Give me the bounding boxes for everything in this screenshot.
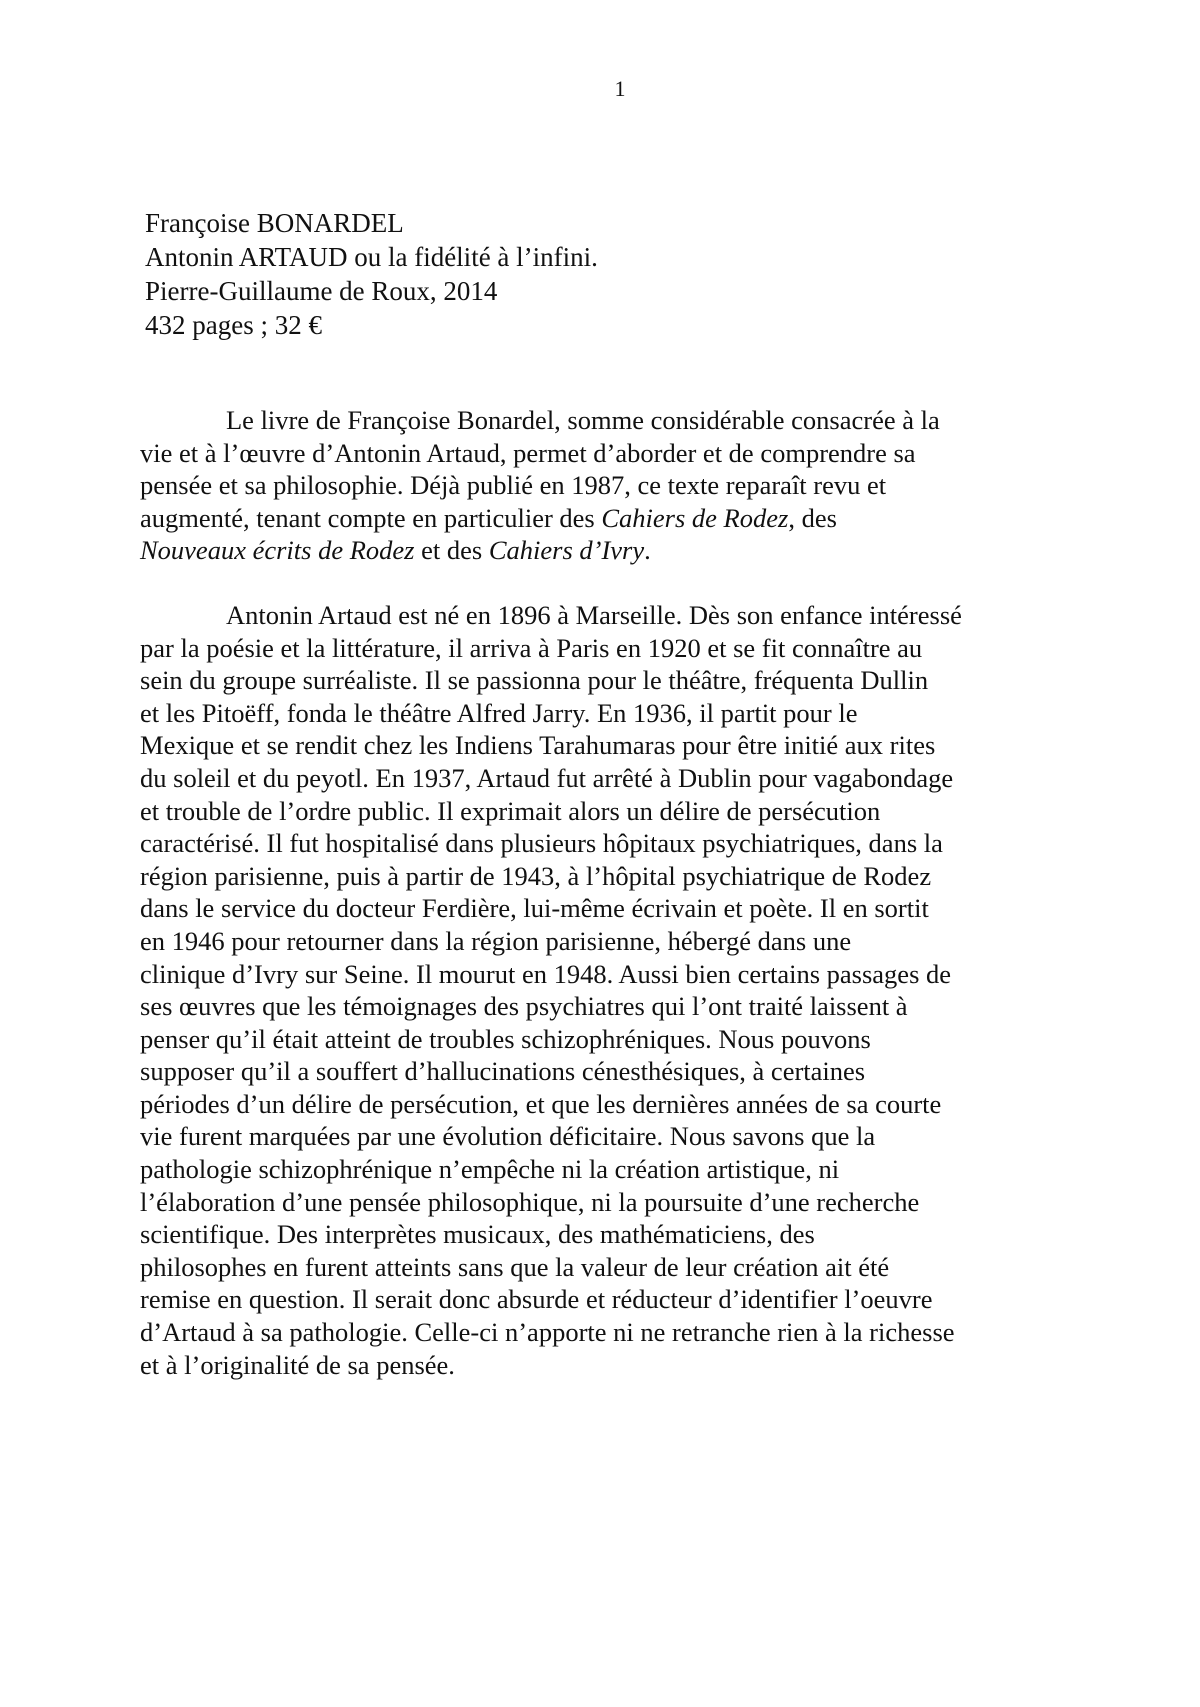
text-segment: augmenté, tenant compte en particulier des — [140, 502, 602, 533]
author-name: Françoise BONARDEL — [145, 208, 404, 238]
text-line: ses œuvres que les témoignages des psychiatres qui l’ont traité laissent à — [140, 991, 908, 1022]
italic-title: Nouveaux écrits de Rodez — [140, 535, 415, 566]
book-title: Antonin ARTAUD ou la fidélité à l’infini. — [145, 242, 598, 272]
italic-title: Cahiers d’Ivry — [488, 535, 645, 566]
text-line: caractérisé. Il fut hospitalisé dans plusieurs hôpitaux psychiatriques, dans la — [140, 828, 943, 859]
paragraph-intro — [140, 404, 1100, 567]
paragraph-biography — [140, 599, 1100, 1381]
text-line: dans le service du docteur Ferdière, lui-même écrivain et poète. Il en sortit — [140, 893, 929, 924]
text-line: vie et à l’œuvre d’Antonin Artaud, permet d’aborder et de comprendre sa — [140, 437, 916, 468]
review-body — [140, 404, 1100, 1381]
text-line: penser qu’il était atteint de troubles schizophréniques. Nous pouvons — [140, 1023, 871, 1054]
text-line: Antonin Artaud est né en 1896 à Marseille. Dès son enfance intéressé — [226, 599, 962, 630]
text-line — [140, 534, 1100, 567]
book-details: 432 pages ; 32 € — [145, 310, 322, 340]
text-line: région parisienne, puis à partir de 1943, à l’hôpital psychiatrique de Rodez — [140, 860, 932, 891]
text-line: du soleil et du peyotl. En 1937, Artaud fut arrêté à Dublin pour vagabondage — [140, 762, 954, 793]
text-segment: . — [644, 535, 651, 566]
publisher-line: Pierre-Guillaume de Roux, 2014 — [145, 276, 498, 306]
text-line: supposer qu’il a souffert d’hallucinations cénesthésiques, à certaines — [140, 1056, 866, 1087]
text-line: en 1946 pour retourner dans la région parisienne, hébergé dans une — [140, 925, 852, 956]
page-number: 1 — [614, 76, 626, 101]
text-line: et les Pitoëff, fonda le théâtre Alfred Jarry. En 1936, il partit pour le — [140, 697, 858, 728]
text-line: Mexique et se rendit chez les Indiens Tarahumaras pour être initié aux rites — [140, 730, 936, 761]
text-line — [140, 502, 1100, 535]
text-line: philosophes en furent atteints sans que la valeur de leur création ait été — [140, 1251, 890, 1282]
text-line: l’élaboration d’une pensée philosophique, ni la poursuite d’une recherche — [140, 1186, 920, 1217]
text-line: et à l’originalité de sa pensée. — [140, 1349, 455, 1380]
text-line: pensée et sa philosophie. Déjà publié en 1987, ce texte reparaît revu et — [140, 470, 887, 501]
italic-title: Cahiers de Rodez — [601, 502, 789, 533]
text-line: vie furent marquées par une évolution déficitaire. Nous savons que la — [140, 1121, 876, 1152]
text-line: sein du groupe surréaliste. Il se passionna pour le théâtre, fréquenta Dullin — [140, 665, 929, 696]
text-line: d’Artaud à sa pathologie. Celle-ci n’apporte ni ne retranche rien à la richesse — [140, 1317, 955, 1348]
text-line: pathologie schizophrénique n’empêche ni la création artistique, ni — [140, 1154, 840, 1185]
text-line: Le livre de Françoise Bonardel, somme considérable consacrée à la — [226, 405, 940, 435]
text-line: périodes d’un délire de persécution, et que les dernières années de sa courte — [140, 1088, 942, 1119]
text-line: et trouble de l’ordre public. Il exprimait alors un délire de persécution — [140, 795, 881, 826]
text-line: clinique d’Ivry sur Seine. Il mourut en 1948. Aussi bien certains passages de — [140, 958, 952, 989]
text-line: scientifique. Des interprètes musicaux, des mathématiciens, des — [140, 1219, 815, 1250]
text-line: remise en question. Il serait donc absurde et réducteur d’identifier l’oeuvre — [140, 1284, 933, 1315]
text-segment: , des — [788, 502, 837, 533]
text-segment: et des — [414, 535, 489, 566]
book-reference — [145, 206, 598, 342]
text-line: par la poésie et la littérature, il arriva à Paris en 1920 et se fit connaître au — [140, 632, 923, 663]
